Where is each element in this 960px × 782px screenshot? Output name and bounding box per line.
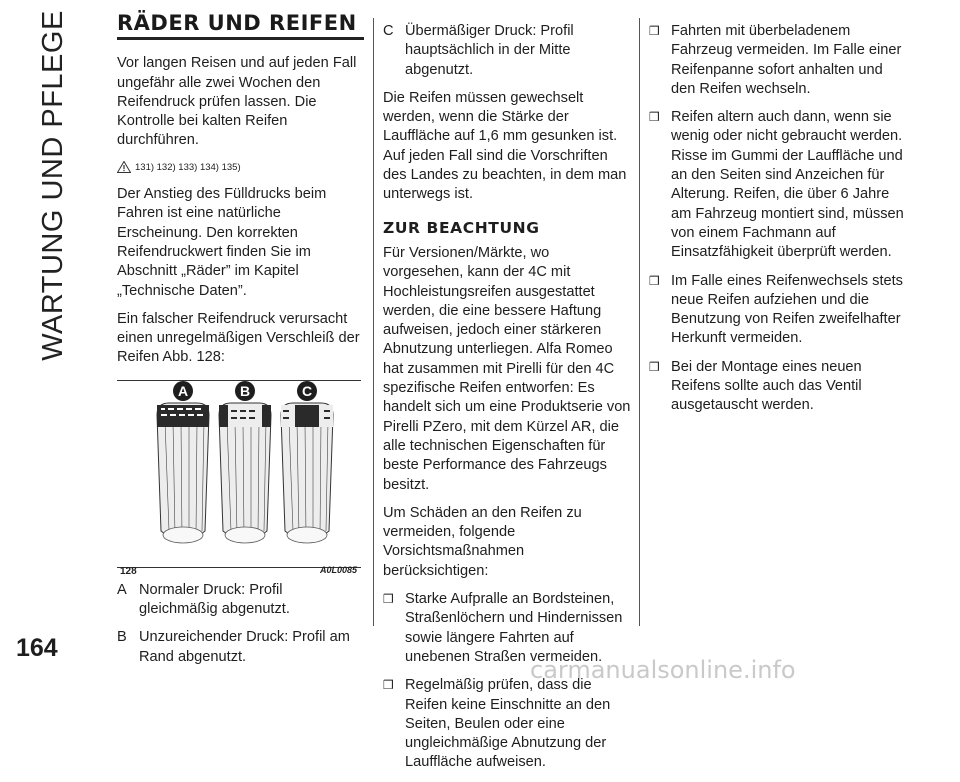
label-a: A bbox=[177, 382, 189, 399]
checkbox-icon: ❒ bbox=[649, 110, 660, 125]
tire-a-shape bbox=[157, 403, 209, 543]
bullet-text: Reifen altern auch dann, wenn sie wenig oder nicht gebraucht werden. Risse im Gummi der Lauffläche und an den Seiten sind Anzeichen für Alterung. Reifen, die über 6 Jahre am Fahrzeug montiert sind, müssen von einem Fachmann auf Einsatzfähigkeit überprüft werden. bbox=[671, 109, 904, 261]
checkbox-icon: ❒ bbox=[649, 273, 660, 288]
column-divider bbox=[639, 18, 640, 626]
checkbox-icon: ❒ bbox=[649, 24, 660, 38]
bullet-text: Starke Aufpralle an Bordsteinen, Straßenlöchern und Hindernissen sowie längere Fahrten auf unebenen Straßen vermeiden. bbox=[405, 591, 623, 665]
paragraph: Vor langen Reisen und auf jeden Fall ungefähr alle zwei Wochen den Reifendruck prüfen lassen. Die Kontrolle bei kalten Reifen durchführen. bbox=[117, 55, 357, 149]
tire-b-shape bbox=[219, 403, 271, 543]
tire-illustration bbox=[117, 381, 361, 567]
paragraph: Um Schäden an den Reifen zu vermeiden, folgende Vorsichtsmaßnahmen berücksichtigen: bbox=[383, 504, 582, 579]
section-heading: RÄDER UND REIFEN bbox=[117, 14, 364, 40]
bullet-item bbox=[649, 272, 907, 349]
column-2 bbox=[383, 22, 633, 782]
column-1 bbox=[117, 11, 364, 676]
label-b: B bbox=[239, 382, 251, 399]
warning-triangle-icon bbox=[117, 161, 131, 173]
list-item bbox=[117, 581, 364, 620]
list-marker: A bbox=[117, 581, 127, 598]
warning-refs-text: 131) 132) 133) 134) 135) bbox=[135, 161, 241, 173]
bullet-text: Im Falle eines Reifenwechsels stets neue Reifen aufziehen und die Benutzung von Reifen zweifelhafter Herkunft vermeiden. bbox=[671, 272, 903, 347]
paragraph: Ein falscher Reifendruck verursacht einen unregelmäßigen Verschleiß der Reifen Abb. 128: bbox=[117, 310, 360, 366]
chapter-side-title bbox=[10, 9, 96, 361]
checkbox-icon: ❒ bbox=[383, 678, 394, 693]
chapter-title-text: WARTUNG UND PFLEGE bbox=[36, 9, 69, 361]
figure-code: A0L0085 bbox=[319, 565, 357, 576]
label-c: C bbox=[301, 382, 313, 399]
tire-wear-figure bbox=[117, 380, 361, 578]
list-text: Normaler Druck: Profil gleichmäßig abgenutzt. bbox=[139, 581, 290, 618]
column-3 bbox=[649, 22, 907, 425]
bullet-item bbox=[649, 358, 907, 416]
page-number: 164 bbox=[16, 634, 58, 662]
bullet-text: Regelmäßig prüfen, dass die Reifen keine Einschnitte an den Seiten, Beulen oder eine ungleichmäßige Abnutzung der Lauffläche aufweisen. bbox=[405, 677, 611, 771]
paragraph: Die Reifen müssen gewechselt werden, wenn die Stärke der Lauffläche auf 1,6 mm gesunken ist. Auf jeden Fall sind die Vorschriften des Landes zu beachten, in dem man unterwegs ist. bbox=[383, 89, 627, 203]
subsection-heading: ZUR BEACHTUNG bbox=[383, 218, 540, 237]
bullet-item bbox=[383, 590, 633, 667]
warning-reference bbox=[117, 158, 364, 177]
checkbox-icon: ❒ bbox=[649, 359, 660, 374]
list-marker: C bbox=[383, 23, 394, 39]
tire-c-shape bbox=[281, 403, 333, 543]
figure-number: 128 bbox=[120, 566, 137, 578]
checkbox-icon: ❒ bbox=[383, 592, 394, 607]
bullet-text: Fahrten mit überbeladenem Fahrzeug vermeiden. Im Falle einer Reifenpanne sofort anhalten und den Reifen wechseln. bbox=[671, 23, 902, 97]
list-text: Unzureichender Druck: Profil am Rand abgenutzt. bbox=[139, 629, 350, 665]
list-item bbox=[117, 628, 364, 667]
watermark: carmanualsonline.info bbox=[530, 656, 796, 684]
list-item bbox=[383, 22, 633, 80]
list-marker: B bbox=[117, 629, 127, 646]
bullet-item bbox=[649, 22, 907, 99]
bullet-item bbox=[383, 676, 633, 772]
bullet-item bbox=[649, 108, 907, 262]
column-divider bbox=[373, 18, 374, 626]
paragraph: Der Anstieg des Fülldrucks beim Fahren ist eine natürliche Erscheinung. Den korrekten Reifendruckwert finden Sie im Abschnitt „Räder” im Kapitel „Technische Daten”. bbox=[117, 186, 327, 299]
list-text: Übermäßiger Druck: Profil hauptsächlich in der Mitte abgenutzt. bbox=[405, 23, 574, 78]
bullet-text: Bei der Montage eines neuen Reifens sollte auch das Ventil ausgetauscht werden. bbox=[671, 358, 862, 414]
paragraph: Für Versionen/Märkte, wo vorgesehen, kann der 4C mit Hochleistungsreifen ausgestattet werden, die eine bessere Haftung aufweisen, jedoch einer stärkeren Abnutzung unterliegen. Alfa Romeo hat zusammen mit Pirelli für den 4C spezifische Reifen entworfen: Es handelt sich um eine Produktserie von Pirelli PZero, mit dem Kürzel AR, die alle technischen Eigenschaften für beste Performance des Fahrzeugs besitzt. bbox=[383, 244, 631, 493]
